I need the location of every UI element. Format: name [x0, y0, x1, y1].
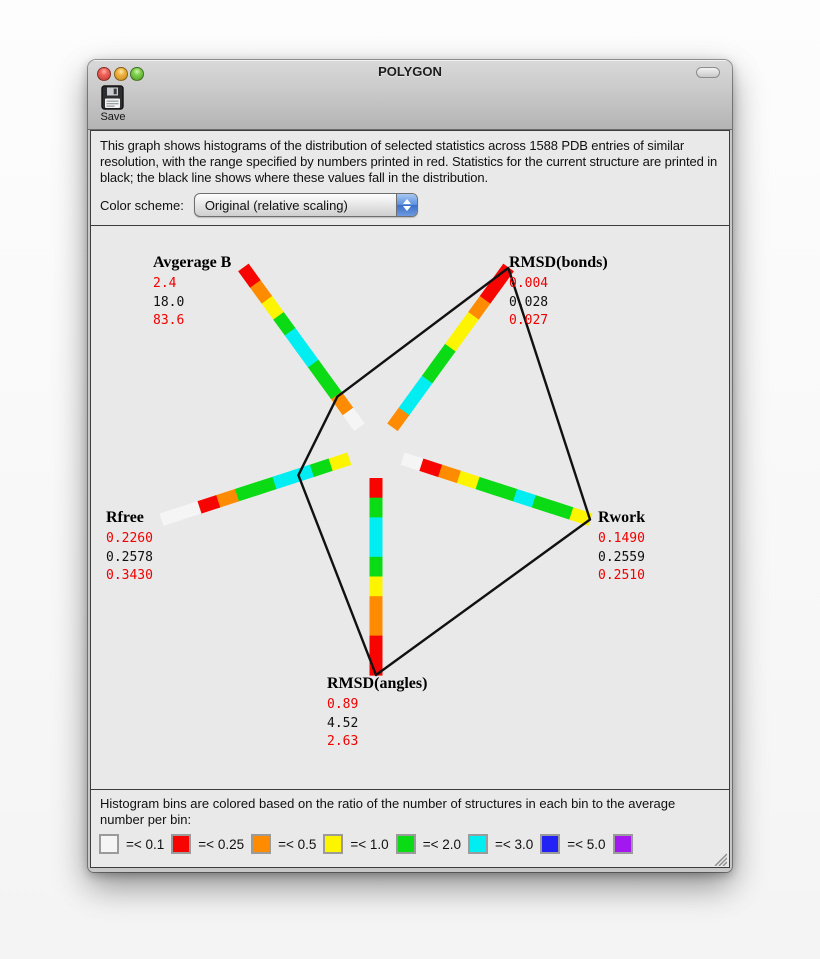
legend-section	[91, 790, 729, 868]
color-scheme-dropdown[interactable]	[194, 193, 418, 217]
legend-item	[171, 834, 244, 854]
legend-swatch-orange	[251, 834, 271, 854]
axis-max-rfree: 0.3430	[106, 568, 153, 583]
axis-min-rwork: 0.1490	[598, 531, 645, 546]
axis-value-rfree: 0.2578	[106, 549, 153, 565]
legend-swatch-green	[396, 834, 416, 854]
legend-label: =< 5.0	[567, 836, 606, 852]
legend-label: =< 0.25	[198, 836, 245, 852]
legend-swatch-white	[99, 834, 119, 854]
resize-grip[interactable]	[712, 851, 727, 866]
window-chrome	[88, 60, 732, 130]
legend-label: =< 3.0	[494, 836, 534, 852]
polygon-window	[88, 60, 732, 872]
window-title: POLYGON	[378, 64, 442, 79]
axis-min-rmsd-bonds: 0.004	[509, 276, 549, 291]
legend-label: =< 1.0	[350, 836, 389, 852]
legend-row	[99, 834, 647, 854]
axis-max-rmsd-angles: 2.63	[327, 734, 359, 749]
legend-swatch-yellow	[323, 834, 343, 854]
titlebar[interactable]	[88, 60, 732, 84]
axis-block-rmsd-bonds	[509, 254, 608, 331]
legend-swatch-red	[171, 834, 191, 854]
axis-value-average-b: 18.0	[153, 294, 185, 310]
axis-block-rwork	[598, 509, 645, 586]
axis-title-rwork: Rwork	[598, 509, 646, 526]
color-scheme-label: Color scheme:	[100, 197, 184, 213]
description-section	[91, 131, 729, 226]
axis-title-rfree: Rfree	[106, 509, 144, 526]
legend-label: =< 2.0	[422, 836, 461, 852]
polygon-plot-section	[91, 226, 729, 790]
axis-min-average-b: 2.4	[153, 276, 177, 291]
color-scheme-selected-value: Original (relative scaling)	[204, 197, 348, 213]
legend-swatch-purple	[613, 834, 633, 854]
axis-title-rmsd-angles: RMSD(angles)	[327, 675, 428, 692]
legend-label: =< 0.5	[278, 836, 317, 852]
color-scheme-row	[100, 193, 418, 217]
toolbar-toggle-pill[interactable]	[696, 67, 720, 78]
save-button-label: Save	[100, 111, 126, 123]
axis-value-rwork: 0.2559	[598, 549, 645, 565]
axis-min-rfree: 0.2260	[106, 531, 153, 546]
axis-block-rmsd-angles	[327, 675, 427, 752]
legend-item	[251, 834, 316, 854]
axis-block-rfree	[106, 509, 153, 586]
legend-item	[468, 834, 533, 854]
legend-swatch-blue	[540, 834, 560, 854]
axis-value-rmsd-angles: 4.52	[327, 715, 359, 731]
legend-item	[323, 834, 388, 854]
axis-min-rmsd-angles: 0.89	[327, 697, 359, 712]
dropdown-stepper-icon	[396, 194, 417, 216]
save-floppy-icon	[96, 85, 130, 111]
axis-title-average-b: Avgerage B	[153, 254, 232, 271]
legend-label: =< 0.1	[126, 836, 165, 852]
axis-title-rmsd-bonds: RMSD(bonds)	[509, 254, 608, 271]
content-panel	[90, 130, 730, 868]
axis-max-average-b: 83.6	[153, 313, 185, 328]
legend-text: Histogram bins are colored based on the ratio of the number of structures in each bin to the average number per bin:	[100, 796, 676, 827]
legend-item	[396, 834, 461, 854]
axis-max-rmsd-bonds: 0.027	[509, 313, 549, 328]
window-bottom-edge	[88, 869, 732, 872]
legend-item	[613, 834, 640, 854]
axis-value-rmsd-bonds: 0.028	[509, 294, 549, 310]
axis-max-rwork: 0.2510	[598, 568, 645, 583]
legend-item	[99, 834, 164, 854]
legend-item	[540, 834, 605, 854]
axis-block-average-b	[153, 254, 231, 331]
toolbar	[88, 84, 732, 130]
description-text: This graph shows histograms of the distribution of selected statistics across 1588 PDB entries of similar resolution, with the range specified by numbers printed in red. Statistics for the current structure are printed in black; the black line shows where these values fall in the distribution.	[100, 138, 718, 185]
legend-swatch-cyan	[468, 834, 488, 854]
save-button[interactable]	[96, 85, 130, 128]
